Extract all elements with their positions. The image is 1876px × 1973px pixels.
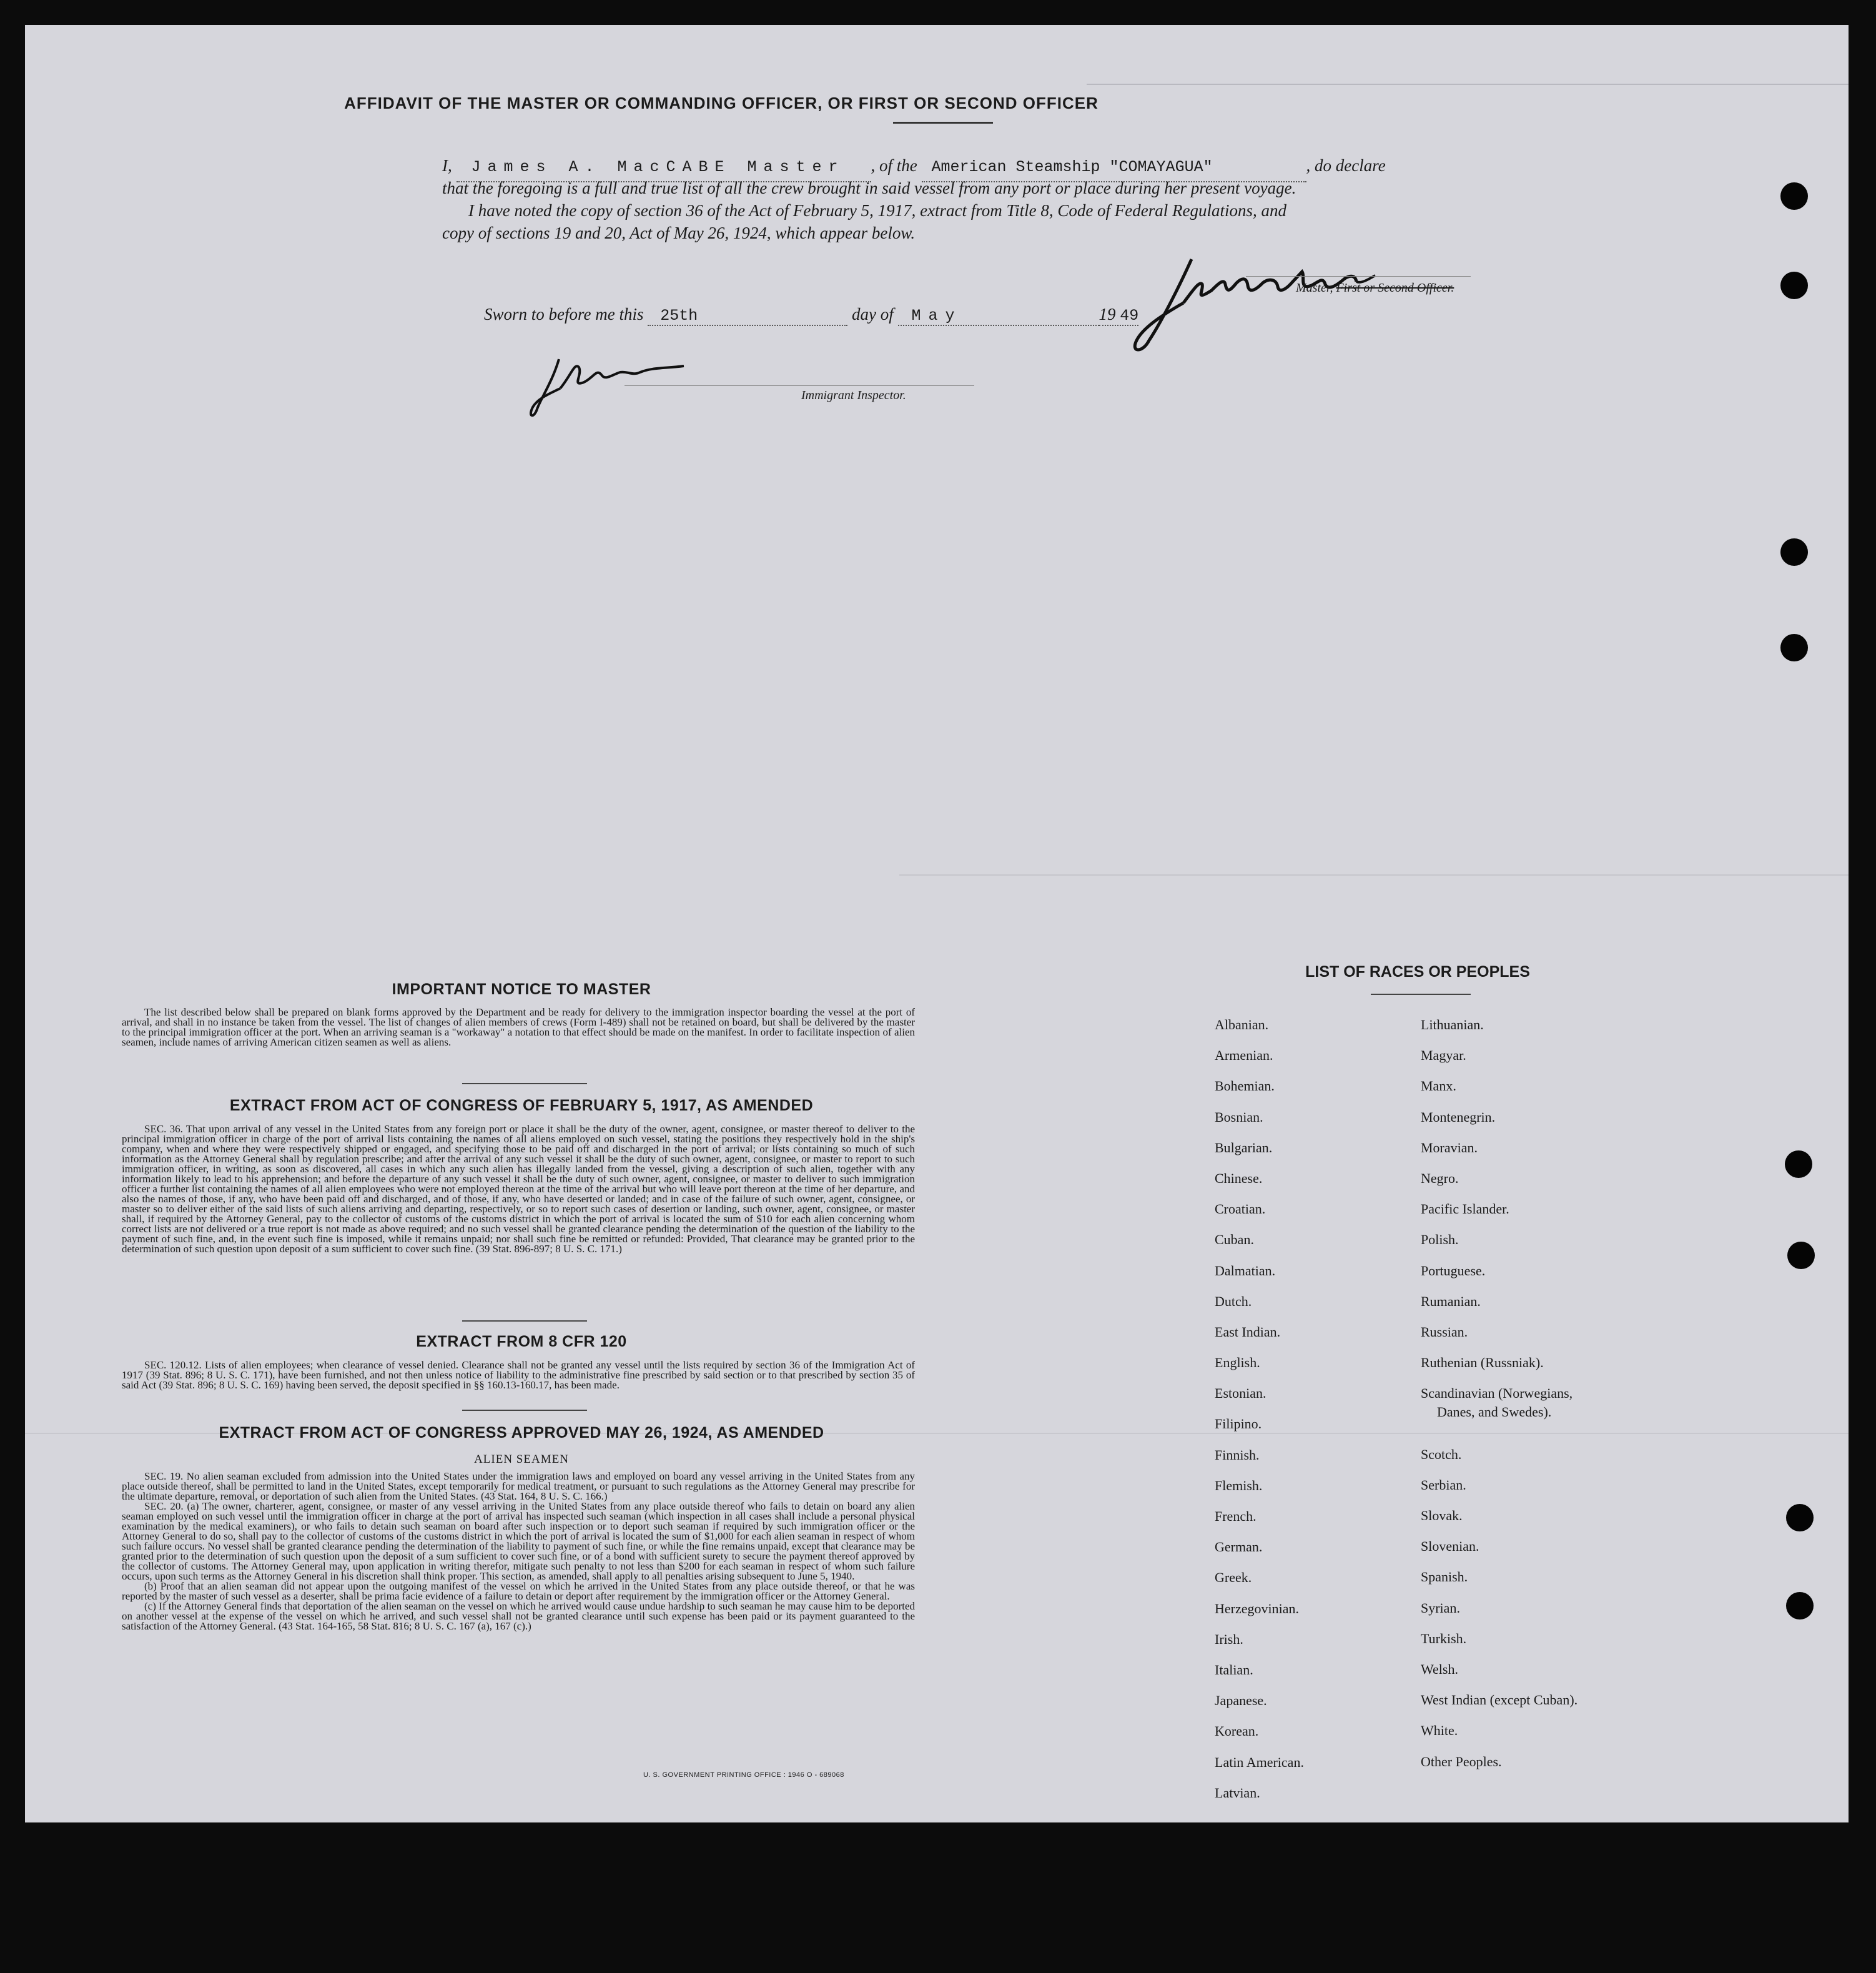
faint-rule	[899, 874, 1849, 876]
race-item: Serbian.	[1421, 1476, 1466, 1493]
section-rule	[462, 1410, 587, 1411]
race-item: East Indian.	[1215, 1323, 1281, 1340]
race-item: Polish.	[1421, 1232, 1459, 1248]
race-item: Russian.	[1421, 1323, 1468, 1340]
punch-hole	[1785, 1150, 1812, 1178]
sworn-month: May	[911, 307, 962, 325]
section-rule	[462, 1083, 587, 1084]
notice-paragraph: The list described below shall be prepared on blank forms approved by the Department and be ready for delivery to the immigration inspector boarding the vessel at the port of arrival, and shall in no instance be taken from the vessel. The list of changes of alien members of crews (Form I-489) shall not be retained on board, but shall be delivered by the master to the principal immigration officer at the port. When an arriving seaman is a "workaway" a notation to that effect should be made on the manifest. In order to facilitate inspection of alien seamen, include names of arriving American citizen seamen as well as aliens.	[122, 1006, 915, 1048]
punch-hole	[1786, 1504, 1814, 1531]
races-title: LIST OF RACES OR PEOPLES	[1305, 963, 1530, 981]
sec-19-paragraph: SEC. 19. No alien seaman excluded from admission into the United States under the immigration laws and employed on board any vessel arriving in the United States from any place outside thereof, shall be permitted to land in the United States, except temporarily for medical treatment, or pursuant to such regulations as the Attorney General may prescribe for the ultimate departure, removal, or deportation of such alien from the United States. (43 Stat. 164, 8 U. S. C. 166.)	[122, 1470, 915, 1502]
race-item: Scandinavian (Norwegians,	[1421, 1385, 1573, 1402]
sworn-day: 25th	[660, 307, 698, 325]
race-item: Moravian.	[1421, 1139, 1478, 1155]
race-item: Croatian.	[1215, 1201, 1266, 1217]
master-signature	[1124, 247, 1449, 365]
sworn-day-field	[648, 305, 847, 326]
sworn-month-field	[898, 305, 1099, 326]
punch-hole	[1787, 1242, 1815, 1269]
punch-hole	[1780, 272, 1808, 299]
race-item: Ruthenian (Russniak).	[1421, 1355, 1544, 1371]
race-item: Manx.	[1421, 1078, 1456, 1094]
inspector-caption: Immigrant Inspector.	[801, 388, 906, 402]
race-item: Finnish.	[1215, 1446, 1260, 1463]
affidavit-line-3: I have noted the copy of section 36 of the Act of February 5, 1917, extract from Title 8, Code of Federal Regulations, and	[468, 201, 1287, 220]
extract-1917-title: EXTRACT FROM ACT OF CONGRESS OF FEBRUARY 5, 1917, AS AMENDED	[229, 1097, 814, 1114]
race-item: Lithuanian.	[1421, 1017, 1484, 1032]
extract-1917-paragraph: SEC. 36. That upon arrival of any vessel in the United States from any foreign port or place it shall be the duty of the owner, agent, consignee, or master thereof to deliver to the principal immigration officer in charge of the port of arrival lists containing the names of all aliens employed on such vessel, stating the positions they respectively hold in the ship's company, when and where they were respectively shipped or engaged, and specifying those to be paid off and discharged in the port of arrival; or lists containing so much of such information as the Attorney General shall by regulation prescribe; and after the arrival of any such vessel it shall be the duty of such owner, agent, consignee, or master to report to such immigration officer, in writing, as soon as discovered, all cases in which any such alien has illegally landed from the vessel, giving a description of such alien, together with any information likely to lead to his apprehension; and before the departure of any such vessel it shall be the duty of such owner, agent, consignee, or master to deliver to such immigration officer a further list containing the names of all alien employees who were not employed thereon at the time of the arrival but who will leave port thereon at the time of her departure, and also the names of those, if any, who have been paid off and discharged, and of those, if any, who have deserted or landed; and in case of the failure of such owner, agent, consignee, or master so to deliver either of the said lists of such aliens arriving and departing, respectively, or so to report such cases of desertion or landing, such owner, agent, consignee, or master shall, if required by the Attorney General, pay to the collector of customs of the customs district in which the port of arrival is located the sum of $10 for each alien concerning whom correct lists are not delivered or a true report is not made as above required; and no such vessel shall be granted clearance pending the determination of the question of the liability to the payment of such fine, and, in the event such fine is imposed, while it remains unpaid; nor shall such fine be remitted or refunded: Provided, That clearance may be granted prior to the determination of such question upon deposit of a sum sufficient to cover such fine. (39 Stat. 896-897; 8 U. S. C. 171.)	[122, 1123, 915, 1255]
race-item: Rumanian.	[1421, 1293, 1481, 1309]
race-item: Armenian.	[1215, 1047, 1273, 1064]
vessel-name: American Steamship "COMAYAGUA"	[931, 158, 1213, 176]
affidavit-line-2: that the foregoing is a full and true list of all the crew brought in said vessel from any port or place during her present voyage.	[442, 179, 1296, 197]
race-item: Turkish.	[1421, 1630, 1467, 1646]
sworn-year-field	[1099, 305, 1139, 326]
affidavit-prefix: I,	[442, 156, 452, 175]
race-item: Bohemian.	[1215, 1078, 1275, 1094]
race-item: Danes, and Swedes).	[1437, 1404, 1552, 1420]
of-the-text: , of the	[871, 156, 917, 175]
struck-officer-label: First or Second Officer.	[1336, 281, 1454, 295]
sworn-prefix: Sworn to before me this	[484, 305, 644, 324]
race-item: Cuban.	[1215, 1232, 1254, 1248]
inspector-signature	[521, 350, 759, 425]
races-rule	[1371, 994, 1471, 995]
race-item: German.	[1215, 1539, 1263, 1555]
affidavit-title: AFFIDAVIT OF THE MASTER OR COMMANDING OFFICER, OR FIRST OR SECOND OFFICER	[344, 94, 1098, 112]
declare-text: , do declare	[1306, 156, 1386, 175]
race-item: Portuguese.	[1421, 1262, 1486, 1278]
extract-cfr-title: EXTRACT FROM 8 CFR 120	[416, 1333, 627, 1350]
races-right-column	[1421, 1016, 1577, 1783]
notice-title: IMPORTANT NOTICE TO MASTER	[392, 981, 651, 998]
race-item: Negro.	[1421, 1170, 1459, 1186]
race-item: Latin American.	[1215, 1754, 1304, 1770]
race-item: Montenegrin.	[1421, 1109, 1496, 1125]
race-item: Flemish.	[1215, 1477, 1263, 1493]
race-item: English.	[1215, 1355, 1260, 1371]
race-item: Filipino.	[1215, 1416, 1262, 1432]
master-caption	[1296, 281, 1454, 295]
race-item: Japanese.	[1215, 1693, 1267, 1709]
extract-cfr-paragraph: SEC. 120.12. Lists of alien employees; when clearance of vessel denied. Clearance shall not be granted any vessel until the lists required by section 36 of the Immigration Act of 1917 (39 Stat. 896; 8 U. S. C. 171), have been furnished, and not then unless notice of liability to the administrative fine prescribed by said section or to that prescribed by section 35 of said Act (39 Stat. 896; 8 U. S. C. 169) having been served, the deposit specified in §§ 160.13-160.17, has been made.	[122, 1359, 915, 1391]
race-item: Other Peoples.	[1421, 1753, 1502, 1769]
alien-seamen-subtitle: ALIEN SEAMEN	[474, 1453, 569, 1466]
faint-rule	[1087, 84, 1849, 85]
punch-hole	[1780, 634, 1808, 661]
race-item: Dutch.	[1215, 1293, 1252, 1309]
race-item: Bulgarian.	[1215, 1139, 1273, 1155]
year-prefix: 19	[1098, 305, 1116, 324]
punch-hole	[1786, 1592, 1814, 1619]
punch-hole	[1780, 182, 1808, 210]
master-signature-line	[1246, 276, 1471, 277]
race-item: Magyar.	[1421, 1047, 1466, 1064]
day-of-text: day of	[852, 305, 894, 324]
extract-cfr-text	[122, 1360, 915, 1390]
race-item: Irish.	[1215, 1631, 1243, 1647]
sec-20a-paragraph: SEC. 20. (a) The owner, charterer, agent, consignee, or master of any vessel arriving in the United States from any place outside thereof who fails to detain on board any alien seaman employed on such vessel until the immigration officer in charge at the port of arrival has inspected such seaman (which inspection in all cases shall include a personal physical examination by the medical examiners), or who fails to detain such seaman on board after such inspection or to deport such seaman if required by such immigration officer or the Attorney General to do so, shall pay to the collector of customs of the customs district in which the port of arrival is located the sum of $1,000 for each alien seaman in respect of whom such failure occurs. No vessel shall be granted clearance pending the determination of the liability to payment of such fine, or while the fine remains unpaid, except that clearance may be granted prior to the determination of such question upon the deposit of a sum sufficient to cover such fine, or of a bond with sufficient surety to secure the payment thereof approved by the collector of customs. The Attorney General may, upon application in writing therefor, mitigate such penalty to not less than $200 for each seaman in respect of whom such failure occurs, upon such terms as the Attorney General in his discretion shall think proper. This section, as amended, shall apply to all penalties arising subsequent to June 5, 1940.	[122, 1500, 915, 1582]
section-rule	[462, 1320, 587, 1322]
race-item: Bosnian.	[1215, 1109, 1263, 1125]
race-item: Spanish.	[1421, 1569, 1468, 1585]
extract-1917-text	[122, 1124, 915, 1254]
race-item: Greek.	[1215, 1570, 1252, 1586]
master-name: James A. MacCABE Master	[471, 158, 845, 176]
race-item: Chinese.	[1215, 1170, 1263, 1186]
title-rule	[893, 122, 993, 124]
sec-20c-paragraph: (c) If the Attorney General finds that deportation of the alien seaman on the vessel on which he arrived would cause undue hardship to such seaman he may cause him to be deported on another vessel at the expense of the vessel on which he arrived, and such vessel shall not be granted clearance until such expense has been paid or its payment guaranteed to the satisfaction of the Attorney General. (43 Stat. 164-165, 58 Stat. 816; 8 U. S. C. 167 (a), 167 (c).)	[122, 1600, 915, 1632]
extract-1924-text	[122, 1471, 915, 1631]
race-item: Slovak.	[1421, 1508, 1463, 1524]
race-item: Korean.	[1215, 1723, 1259, 1739]
race-item: Albanian.	[1215, 1017, 1269, 1032]
race-item: Syrian.	[1421, 1600, 1460, 1616]
races-left-column	[1215, 1016, 1304, 1814]
inspector-signature-line	[625, 385, 974, 386]
race-item: Pacific Islander.	[1421, 1201, 1509, 1217]
race-item: Herzegovinian.	[1215, 1600, 1299, 1616]
sec-20b-paragraph: (b) Proof that an alien seaman did not appear upon the outgoing manifest of the vessel on which he arrived in the United States from any place outside thereof, or that he was reported by the master of such vessel as a deserter, shall be prima facie evidence of a failure to detain or deport after requirement by the immigration officer or the Attorney General.	[122, 1580, 915, 1602]
punch-hole	[1780, 538, 1808, 566]
race-item: Welsh.	[1421, 1661, 1458, 1677]
race-item: Latvian.	[1215, 1784, 1260, 1801]
race-item: White.	[1421, 1723, 1458, 1739]
sworn-line	[484, 305, 1138, 326]
printing-office-imprint: U. S. GOVERNMENT PRINTING OFFICE : 1946 O - 689068	[643, 1771, 844, 1779]
sworn-year: 49	[1120, 307, 1139, 325]
notice-text	[122, 1007, 915, 1047]
form-sheet	[25, 25, 1849, 1822]
race-item: Estonian.	[1215, 1385, 1266, 1402]
race-item: Slovenian.	[1421, 1538, 1479, 1555]
race-item: French.	[1215, 1508, 1256, 1524]
race-item: Dalmatian.	[1215, 1262, 1276, 1278]
race-item: Italian.	[1215, 1661, 1253, 1678]
extract-1924-title: EXTRACT FROM ACT OF CONGRESS APPROVED MAY 26, 1924, AS AMENDED	[219, 1424, 824, 1441]
race-item: Scotch.	[1421, 1446, 1462, 1462]
race-item: West Indian (except Cuban).	[1421, 1692, 1578, 1708]
affidavit-line-4: copy of sections 19 and 20, Act of May 26, 1924, which appear below.	[442, 224, 916, 242]
master-label: Master,	[1296, 281, 1333, 295]
